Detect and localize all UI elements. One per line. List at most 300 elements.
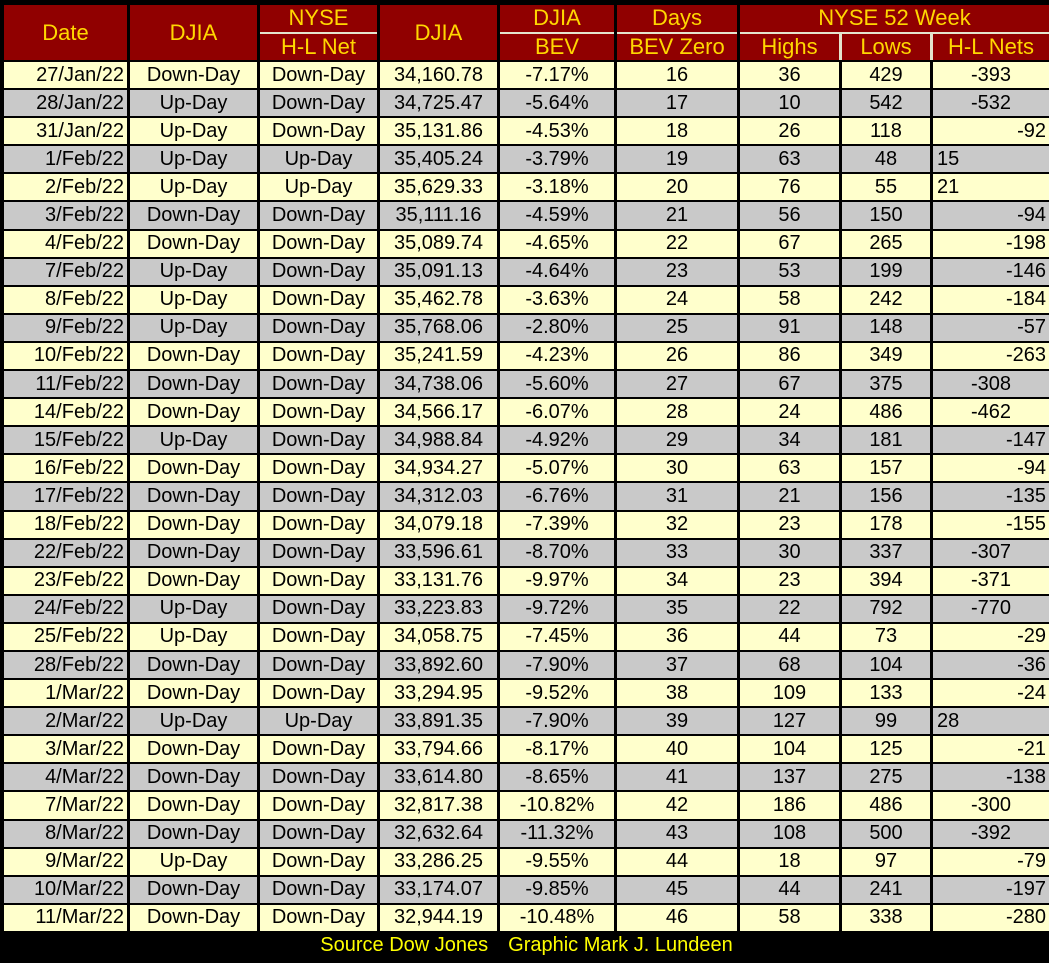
cell-lows: 97 (842, 849, 930, 875)
cell-djia-close: 33,294.95 (380, 680, 497, 706)
cell-djia-day: Down-Day (130, 905, 257, 931)
cell-djia-day: Up-Day (130, 174, 257, 200)
cell-lows: 275 (842, 764, 930, 790)
cell-highs: 108 (740, 821, 839, 847)
data-table (4, 5, 1049, 931)
cell-djia-close: 33,596.61 (380, 540, 497, 566)
cell-days-bev-zero: 32 (617, 512, 737, 538)
cell-djia-day: Up-Day (130, 427, 257, 453)
cell-nyse-hl-day: Down-Day (260, 764, 377, 790)
cell-lows: 486 (842, 399, 930, 425)
cell-date: 17/Feb/22 (4, 483, 127, 509)
cell-nyse-hl-day: Down-Day (260, 680, 377, 706)
cell-lows: 133 (842, 680, 930, 706)
cell-date: 31/Jan/22 (4, 118, 127, 144)
cell-djia-bev: -7.17% (500, 62, 614, 88)
cell-djia-bev: -2.80% (500, 315, 614, 341)
cell-lows: 178 (842, 512, 930, 538)
cell-date: 9/Mar/22 (4, 849, 127, 875)
cell-hl-nets: 28 (933, 708, 1049, 734)
cell-djia-day: Down-Day (130, 343, 257, 369)
cell-djia-bev: -5.64% (500, 90, 614, 116)
cell-date: 9/Feb/22 (4, 315, 127, 341)
cell-lows: 48 (842, 146, 930, 172)
cell-lows: 394 (842, 568, 930, 594)
cell-date: 10/Feb/22 (4, 343, 127, 369)
cell-djia-day: Down-Day (130, 680, 257, 706)
cell-date: 14/Feb/22 (4, 399, 127, 425)
cell-lows: 375 (842, 371, 930, 397)
cell-djia-day: Down-Day (130, 399, 257, 425)
cell-date: 15/Feb/22 (4, 427, 127, 453)
cell-nyse-hl-day: Down-Day (260, 568, 377, 594)
cell-nyse-hl-day: Down-Day (260, 540, 377, 566)
cell-days-bev-zero: 45 (617, 877, 737, 903)
cell-date: 2/Feb/22 (4, 174, 127, 200)
cell-hl-nets: -532 (933, 90, 1049, 116)
cell-date: 25/Feb/22 (4, 624, 127, 650)
cell-djia-close: 35,111.16 (380, 202, 497, 228)
cell-days-bev-zero: 31 (617, 483, 737, 509)
cell-djia-day: Down-Day (130, 568, 257, 594)
cell-highs: 76 (740, 174, 839, 200)
cell-days-bev-zero: 43 (617, 821, 737, 847)
cell-nyse-hl-day: Down-Day (260, 905, 377, 931)
cell-djia-close: 33,614.80 (380, 764, 497, 790)
header-djia-close-label: DJIA (414, 19, 463, 45)
cell-djia-day: Down-Day (130, 512, 257, 538)
cell-hl-nets: -94 (933, 202, 1049, 228)
cell-nyse-hl-day: Down-Day (260, 202, 377, 228)
cell-djia-day: Up-Day (130, 708, 257, 734)
cell-hl-nets: -392 (933, 821, 1049, 847)
cell-nyse-hl-day: Down-Day (260, 624, 377, 650)
cell-djia-bev: -4.64% (500, 259, 614, 285)
cell-hl-nets: -263 (933, 343, 1049, 369)
cell-hl-nets: -79 (933, 849, 1049, 875)
cell-lows: 241 (842, 877, 930, 903)
cell-highs: 23 (740, 512, 839, 538)
cell-djia-bev: -3.63% (500, 287, 614, 313)
cell-highs: 67 (740, 371, 839, 397)
footer-credit-text: Graphic Mark J. Lundeen (508, 934, 733, 957)
cell-days-bev-zero: 27 (617, 371, 737, 397)
header-52wk-subrow (740, 32, 1049, 61)
cell-nyse-hl-day: Down-Day (260, 118, 377, 144)
cell-highs: 58 (740, 287, 839, 313)
cell-nyse-hl-day: Down-Day (260, 455, 377, 481)
cell-djia-day: Down-Day (130, 540, 257, 566)
cell-djia-day: Up-Day (130, 315, 257, 341)
cell-hl-nets: -57 (933, 315, 1049, 341)
header-nyse-label: NYSE (288, 5, 349, 31)
cell-date: 22/Feb/22 (4, 540, 127, 566)
cell-highs: 26 (740, 118, 839, 144)
cell-date: 7/Feb/22 (4, 259, 127, 285)
cell-lows: 104 (842, 652, 930, 678)
cell-date: 4/Mar/22 (4, 764, 127, 790)
cell-djia-day: Up-Day (130, 146, 257, 172)
header-djia-bev (500, 5, 614, 60)
cell-days-bev-zero: 44 (617, 849, 737, 875)
cell-djia-close: 35,629.33 (380, 174, 497, 200)
cell-djia-close: 33,286.25 (380, 849, 497, 875)
cell-hl-nets: -198 (933, 231, 1049, 257)
cell-highs: 23 (740, 568, 839, 594)
cell-highs: 34 (740, 427, 839, 453)
cell-nyse-hl-day: Down-Day (260, 231, 377, 257)
cell-djia-close: 34,079.18 (380, 512, 497, 538)
cell-highs: 21 (740, 483, 839, 509)
cell-date: 11/Feb/22 (4, 371, 127, 397)
header-djia-bev-top-label: DJIA (533, 5, 581, 31)
cell-highs: 44 (740, 877, 839, 903)
header-nyse-hl-net (260, 5, 377, 60)
cell-nyse-hl-day: Down-Day (260, 792, 377, 818)
cell-hl-nets: -300 (933, 792, 1049, 818)
cell-nyse-hl-day: Down-Day (260, 287, 377, 313)
cell-djia-day: Down-Day (130, 792, 257, 818)
cell-lows: 181 (842, 427, 930, 453)
cell-djia-bev: -7.45% (500, 624, 614, 650)
cell-djia-bev: -7.90% (500, 708, 614, 734)
cell-date: 28/Feb/22 (4, 652, 127, 678)
cell-djia-day: Down-Day (130, 736, 257, 762)
cell-nyse-hl-day: Up-Day (260, 146, 377, 172)
cell-date: 23/Feb/22 (4, 568, 127, 594)
cell-nyse-hl-day: Down-Day (260, 343, 377, 369)
header-hl-nets-label: H-L Nets (930, 34, 1049, 61)
footer-bar (4, 933, 1049, 959)
footer-source-text: Source Dow Jones (320, 934, 489, 957)
cell-nyse-hl-day: Down-Day (260, 821, 377, 847)
cell-date: 8/Feb/22 (4, 287, 127, 313)
cell-djia-day: Up-Day (130, 849, 257, 875)
cell-highs: 36 (740, 62, 839, 88)
cell-highs: 24 (740, 399, 839, 425)
header-lows-label: Lows (839, 34, 930, 61)
header-date-label: Date (42, 19, 89, 45)
cell-days-bev-zero: 25 (617, 315, 737, 341)
cell-lows: 118 (842, 118, 930, 144)
cell-highs: 63 (740, 455, 839, 481)
cell-lows: 150 (842, 202, 930, 228)
cell-hl-nets: -184 (933, 287, 1049, 313)
cell-djia-bev: -4.23% (500, 343, 614, 369)
cell-highs: 186 (740, 792, 839, 818)
cell-djia-day: Down-Day (130, 62, 257, 88)
cell-days-bev-zero: 16 (617, 62, 737, 88)
cell-lows: 542 (842, 90, 930, 116)
cell-djia-close: 34,160.78 (380, 62, 497, 88)
header-djia-day (130, 5, 257, 60)
cell-hl-nets: -308 (933, 371, 1049, 397)
cell-date: 3/Feb/22 (4, 202, 127, 228)
cell-djia-close: 33,131.76 (380, 568, 497, 594)
cell-djia-day: Up-Day (130, 624, 257, 650)
cell-hl-nets: -197 (933, 877, 1049, 903)
cell-date: 11/Mar/22 (4, 905, 127, 931)
cell-lows: 265 (842, 231, 930, 257)
cell-nyse-hl-day: Down-Day (260, 596, 377, 622)
cell-djia-day: Down-Day (130, 371, 257, 397)
cell-djia-bev: -5.60% (500, 371, 614, 397)
cell-nyse-hl-day: Up-Day (260, 708, 377, 734)
cell-djia-close: 33,794.66 (380, 736, 497, 762)
cell-djia-day: Down-Day (130, 877, 257, 903)
cell-djia-close: 35,768.06 (380, 315, 497, 341)
cell-nyse-hl-day: Down-Day (260, 483, 377, 509)
cell-djia-close: 34,312.03 (380, 483, 497, 509)
cell-hl-nets: -147 (933, 427, 1049, 453)
cell-highs: 22 (740, 596, 839, 622)
cell-days-bev-zero: 20 (617, 174, 737, 200)
cell-lows: 349 (842, 343, 930, 369)
cell-nyse-hl-day: Up-Day (260, 174, 377, 200)
cell-djia-day: Up-Day (130, 118, 257, 144)
cell-hl-nets: -24 (933, 680, 1049, 706)
cell-djia-day: Down-Day (130, 483, 257, 509)
cell-djia-close: 33,223.83 (380, 596, 497, 622)
cell-lows: 242 (842, 287, 930, 313)
cell-djia-day: Down-Day (130, 652, 257, 678)
cell-djia-close: 34,566.17 (380, 399, 497, 425)
cell-nyse-hl-day: Down-Day (260, 90, 377, 116)
cell-highs: 86 (740, 343, 839, 369)
header-highs-label: Highs (761, 33, 818, 59)
cell-days-bev-zero: 34 (617, 568, 737, 594)
header-djia-day-label: DJIA (169, 19, 218, 45)
cell-days-bev-zero: 22 (617, 231, 737, 257)
cell-djia-bev: -9.72% (500, 596, 614, 622)
cell-djia-day: Up-Day (130, 90, 257, 116)
cell-hl-nets: -29 (933, 624, 1049, 650)
cell-hl-nets: -138 (933, 764, 1049, 790)
cell-lows: 73 (842, 624, 930, 650)
cell-days-bev-zero: 17 (617, 90, 737, 116)
cell-date: 28/Jan/22 (4, 90, 127, 116)
cell-nyse-hl-day: Down-Day (260, 399, 377, 425)
cell-highs: 104 (740, 736, 839, 762)
cell-djia-bev: -9.52% (500, 680, 614, 706)
cell-highs: 53 (740, 259, 839, 285)
cell-nyse-hl-day: Down-Day (260, 371, 377, 397)
cell-lows: 500 (842, 821, 930, 847)
cell-djia-day: Up-Day (130, 596, 257, 622)
cell-hl-nets: -146 (933, 259, 1049, 285)
cell-days-bev-zero: 35 (617, 596, 737, 622)
cell-highs: 63 (740, 146, 839, 172)
header-bev-zero-label: BEV Zero (617, 32, 737, 61)
cell-nyse-hl-day: Down-Day (260, 652, 377, 678)
cell-djia-close: 33,892.60 (380, 652, 497, 678)
cell-djia-close: 34,934.27 (380, 455, 497, 481)
cell-highs: 68 (740, 652, 839, 678)
cell-djia-close: 35,091.13 (380, 259, 497, 285)
cell-djia-close: 34,988.84 (380, 427, 497, 453)
cell-nyse-hl-day: Down-Day (260, 849, 377, 875)
cell-days-bev-zero: 29 (617, 427, 737, 453)
cell-date: 24/Feb/22 (4, 596, 127, 622)
cell-djia-close: 35,241.59 (380, 343, 497, 369)
header-bev-label: BEV (500, 32, 614, 61)
cell-djia-bev: -10.48% (500, 905, 614, 931)
cell-date: 1/Feb/22 (4, 146, 127, 172)
cell-days-bev-zero: 18 (617, 118, 737, 144)
cell-djia-day: Down-Day (130, 764, 257, 790)
cell-hl-nets: 21 (933, 174, 1049, 200)
cell-djia-close: 32,632.64 (380, 821, 497, 847)
cell-lows: 148 (842, 315, 930, 341)
cell-djia-bev: -8.70% (500, 540, 614, 566)
cell-highs: 44 (740, 624, 839, 650)
cell-highs: 18 (740, 849, 839, 875)
header-nyse-52-week-label: NYSE 52 Week (818, 5, 971, 31)
cell-djia-bev: -11.32% (500, 821, 614, 847)
cell-nyse-hl-day: Down-Day (260, 877, 377, 903)
cell-djia-bev: -4.92% (500, 427, 614, 453)
cell-days-bev-zero: 46 (617, 905, 737, 931)
cell-djia-bev: -8.17% (500, 736, 614, 762)
cell-days-bev-zero: 19 (617, 146, 737, 172)
cell-date: 1/Mar/22 (4, 680, 127, 706)
cell-djia-close: 32,817.38 (380, 792, 497, 818)
cell-lows: 486 (842, 792, 930, 818)
cell-djia-day: Down-Day (130, 455, 257, 481)
cell-hl-nets: 15 (933, 146, 1049, 172)
cell-nyse-hl-day: Down-Day (260, 62, 377, 88)
cell-lows: 199 (842, 259, 930, 285)
cell-nyse-hl-day: Down-Day (260, 736, 377, 762)
cell-djia-day: Up-Day (130, 259, 257, 285)
cell-hl-nets: -92 (933, 118, 1049, 144)
cell-djia-day: Down-Day (130, 202, 257, 228)
cell-date: 18/Feb/22 (4, 512, 127, 538)
cell-nyse-hl-day: Down-Day (260, 427, 377, 453)
cell-highs: 56 (740, 202, 839, 228)
header-days-bev-zero (617, 5, 737, 60)
cell-djia-bev: -9.55% (500, 849, 614, 875)
cell-lows: 55 (842, 174, 930, 200)
cell-days-bev-zero: 42 (617, 792, 737, 818)
cell-days-bev-zero: 38 (617, 680, 737, 706)
cell-days-bev-zero: 28 (617, 399, 737, 425)
cell-hl-nets: -307 (933, 540, 1049, 566)
header-hl-net-label: H-L Net (260, 32, 377, 61)
cell-djia-close: 34,738.06 (380, 371, 497, 397)
cell-djia-close: 35,462.78 (380, 287, 497, 313)
cell-djia-bev: -6.76% (500, 483, 614, 509)
header-days-label: Days (651, 5, 703, 31)
cell-date: 10/Mar/22 (4, 877, 127, 903)
cell-lows: 157 (842, 455, 930, 481)
cell-hl-nets: -36 (933, 652, 1049, 678)
cell-hl-nets: -770 (933, 596, 1049, 622)
cell-djia-close: 35,131.86 (380, 118, 497, 144)
cell-hl-nets: -462 (933, 399, 1049, 425)
cell-djia-day: Up-Day (130, 287, 257, 313)
cell-days-bev-zero: 30 (617, 455, 737, 481)
cell-date: 16/Feb/22 (4, 455, 127, 481)
cell-djia-bev: -7.39% (500, 512, 614, 538)
cell-date: 8/Mar/22 (4, 821, 127, 847)
header-nyse-52-week (740, 5, 1049, 60)
cell-days-bev-zero: 33 (617, 540, 737, 566)
cell-djia-bev: -8.65% (500, 764, 614, 790)
cell-days-bev-zero: 26 (617, 343, 737, 369)
cell-hl-nets: -135 (933, 483, 1049, 509)
cell-hl-nets: -371 (933, 568, 1049, 594)
cell-lows: 156 (842, 483, 930, 509)
cell-djia-bev: -3.79% (500, 146, 614, 172)
cell-days-bev-zero: 41 (617, 764, 737, 790)
cell-highs: 67 (740, 231, 839, 257)
cell-date: 3/Mar/22 (4, 736, 127, 762)
cell-highs: 30 (740, 540, 839, 566)
cell-days-bev-zero: 23 (617, 259, 737, 285)
cell-highs: 137 (740, 764, 839, 790)
cell-hl-nets: -393 (933, 62, 1049, 88)
cell-highs: 58 (740, 905, 839, 931)
cell-nyse-hl-day: Down-Day (260, 512, 377, 538)
cell-days-bev-zero: 21 (617, 202, 737, 228)
cell-highs: 109 (740, 680, 839, 706)
cell-djia-bev: -6.07% (500, 399, 614, 425)
cell-djia-close: 32,944.19 (380, 905, 497, 931)
cell-hl-nets: -94 (933, 455, 1049, 481)
cell-djia-close: 34,058.75 (380, 624, 497, 650)
cell-days-bev-zero: 24 (617, 287, 737, 313)
header-djia-close (380, 5, 497, 60)
cell-highs: 91 (740, 315, 839, 341)
cell-lows: 792 (842, 596, 930, 622)
cell-date: 7/Mar/22 (4, 792, 127, 818)
header-date (4, 5, 127, 60)
cell-date: 2/Mar/22 (4, 708, 127, 734)
cell-djia-day: Down-Day (130, 821, 257, 847)
cell-djia-bev: -4.59% (500, 202, 614, 228)
cell-djia-bev: -4.65% (500, 231, 614, 257)
cell-djia-close: 35,405.24 (380, 146, 497, 172)
cell-date: 4/Feb/22 (4, 231, 127, 257)
cell-highs: 10 (740, 90, 839, 116)
cell-hl-nets: -280 (933, 905, 1049, 931)
cell-lows: 337 (842, 540, 930, 566)
cell-lows: 338 (842, 905, 930, 931)
cell-lows: 99 (842, 708, 930, 734)
cell-djia-bev: -9.97% (500, 568, 614, 594)
cell-hl-nets: -21 (933, 736, 1049, 762)
cell-days-bev-zero: 40 (617, 736, 737, 762)
cell-djia-close: 33,891.35 (380, 708, 497, 734)
cell-djia-close: 35,089.74 (380, 231, 497, 257)
cell-days-bev-zero: 39 (617, 708, 737, 734)
cell-date: 27/Jan/22 (4, 62, 127, 88)
cell-djia-close: 34,725.47 (380, 90, 497, 116)
cell-djia-bev: -4.53% (500, 118, 614, 144)
cell-djia-bev: -10.82% (500, 792, 614, 818)
cell-djia-bev: -3.18% (500, 174, 614, 200)
cell-days-bev-zero: 36 (617, 624, 737, 650)
cell-nyse-hl-day: Down-Day (260, 315, 377, 341)
cell-nyse-hl-day: Down-Day (260, 259, 377, 285)
cell-djia-bev: -7.90% (500, 652, 614, 678)
cell-djia-day: Down-Day (130, 231, 257, 257)
cell-djia-bev: -9.85% (500, 877, 614, 903)
cell-lows: 429 (842, 62, 930, 88)
cell-djia-close: 33,174.07 (380, 877, 497, 903)
cell-days-bev-zero: 37 (617, 652, 737, 678)
